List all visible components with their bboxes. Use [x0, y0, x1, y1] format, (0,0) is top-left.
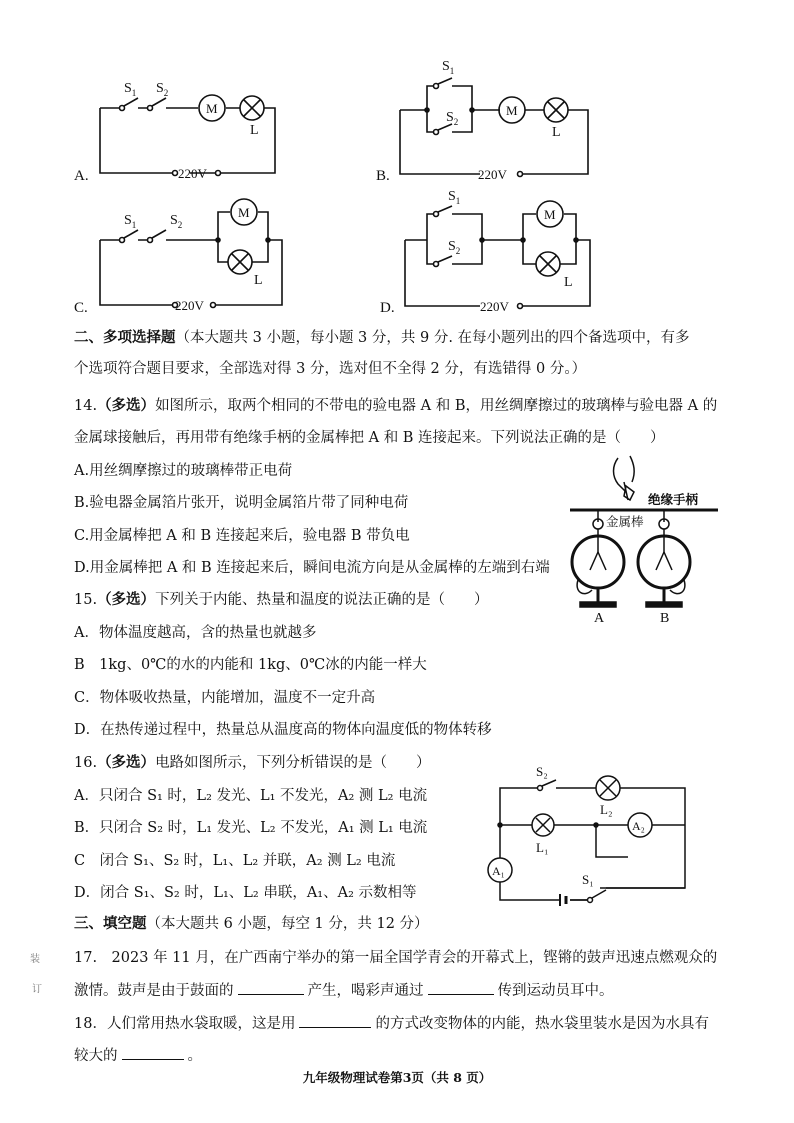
circuit-diagrams-q13: [0, 0, 794, 330]
svg-text:L: L: [254, 273, 263, 288]
svg-text:S2: $S_2$: [446, 110, 459, 127]
electroscope-figure: [568, 452, 728, 630]
svg-text:S2: $S_2$: [156, 81, 169, 98]
q14-stem-line1: 14.（多选）如图所示，取两个相同的不带电的验电器 A 和 B，用丝绸摩擦过的玻璃棒与验电器 A 的: [74, 397, 718, 414]
q14-option-c: C.用金属棒把 A 和 B 连接起来后，验电器 B 带负电: [74, 528, 410, 544]
section2-desc2: 个选项符合题目要求，全部选对得 3 分，选对但不全得 2 分，有选错得 0 分。）: [74, 361, 587, 377]
q14-stem-line2: 金属球接触后，再用带有绝缘手柄的金属棒把 A 和 B 连接起来。下列说法正确的是（ ）: [74, 430, 665, 446]
motor-label: M: [206, 101, 218, 116]
q14-option-a: A.用丝绸摩擦过的玻璃棒带正电荷: [74, 463, 293, 479]
q17-blank-2[interactable]: [428, 980, 494, 995]
q15-option-a: A．物体温度越高，含的热量也就越多: [74, 625, 317, 641]
circuit-a-s1: S: [124, 81, 132, 96]
section2-heading: 二、多项选择题: [74, 329, 176, 346]
electroscope-a-label: A: [594, 611, 605, 626]
voltage-label: 220V: [178, 166, 207, 181]
circuit-d: [405, 201, 590, 309]
svg-text:S1: $S_1$: [124, 213, 137, 230]
svg-text:L: L: [552, 125, 561, 140]
q14-option-b: B.验电器金属箔片张开，说明金属箔片带了同种电荷: [74, 495, 409, 511]
q18-blank-1[interactable]: [299, 1013, 371, 1028]
q17-line1: 17. 2023 年 11 月，在广西南宁举办的第一届全国学青会的开幕式上，铿锵的鼓声迅速点燃观众的: [74, 950, 718, 966]
q16-option-b: B．只闭合 S₂ 时，L₁ 发光、L₂ 不发光，A₁ 测 L₁ 电流: [74, 820, 428, 836]
circuit-b-letter: B.: [376, 168, 390, 184]
q17-blank-1[interactable]: [238, 980, 304, 995]
svg-text:L: L: [564, 275, 573, 290]
section3-line: 三、填空题（本大题共 6 小题，每空 1 分，共 12 分）: [74, 915, 429, 932]
q16-stem: 16.（多选）电路如图所示，下列分析错误的是（ ）: [74, 754, 431, 771]
svg-text:M: M: [506, 103, 518, 118]
margin-mark-2: 订: [32, 984, 42, 995]
q18-line2: 较大的 。: [74, 1045, 202, 1066]
section3-heading: 三、填空题: [74, 915, 147, 932]
electroscope-b-label: B: [660, 611, 670, 626]
section2-line1: 二、多项选择题（本大题共 3 小题，每小题 3 分，共 9 分. 在每小题列出的四个备选项中，有多: [74, 329, 690, 346]
svg-text:220V: 220V: [175, 298, 204, 313]
q16-l2-label: L₂: [600, 802, 613, 817]
q15-stem: 15.（多选）下列关于内能、热量和温度的说法正确的是（ ）: [74, 591, 489, 608]
svg-text:S1: $S_1$: [124, 81, 137, 98]
svg-text:S1: $S_1$: [442, 59, 455, 76]
circuit-c-letter: C.: [74, 300, 88, 316]
svg-text:220V: 220V: [478, 167, 507, 182]
insulated-handle-label: 绝缘手柄: [648, 493, 699, 507]
q16-l1-label: L₁: [536, 840, 549, 855]
circuit-a-letter: A.: [74, 168, 89, 184]
metal-rod-label: 金属棒: [606, 515, 644, 529]
q16-option-d: D．闭合 S₁、S₂ 时，L₁、L₂ 串联，A₁、A₂ 示数相等: [74, 885, 417, 901]
q18-blank-2[interactable]: [122, 1045, 184, 1060]
lamp-label: L: [250, 123, 259, 138]
circuit-a: [100, 95, 275, 176]
q18-line1: 18．人们常用热水袋取暖，这是用 的方式改变物体的内能，热水袋里装水是因为水具有: [74, 1013, 709, 1034]
q15-option-c: C．物体吸收热量，内能增加，温度不一定升高: [74, 690, 376, 706]
q15-option-d: D．在热传递过程中，热量总从温度高的物体向温度低的物体转移: [74, 722, 492, 738]
page-footer: 九年级物理试卷第3页（共 8 页）: [302, 1070, 492, 1085]
svg-text:S2: $S_2$: [448, 239, 461, 256]
circuit-d-letter: D.: [380, 300, 395, 316]
circuit-a-s2: S: [156, 81, 164, 96]
q16-a2-label: A₂: [632, 819, 645, 833]
svg-text:S1: $S_1$: [448, 189, 461, 206]
q16-s1-label: S₁: [582, 872, 594, 887]
q17-line2: 激情。鼓声是由于鼓面的 产生，喝彩声通过 传到运动员耳中。: [74, 980, 614, 1001]
q14-option-d: D.用金属棒把 A 和 B 连接起来后，瞬间电流方向是从金属棒的左端到右端: [74, 560, 550, 576]
q15-option-b: B 1kg、0℃的水的内能和 1kg、0℃冰的内能一样大: [74, 657, 427, 673]
svg-text:220V: 220V: [480, 299, 509, 314]
margin-mark-1: 装: [30, 954, 40, 965]
svg-text:M: M: [238, 205, 250, 220]
q16-option-a: A．只闭合 S₁ 时，L₂ 发光、L₁ 不发光，A₂ 测 L₂ 电流: [74, 788, 428, 804]
q16-option-c: C 闭合 S₁、S₂ 时，L₁、L₂ 并联，A₂ 测 L₂ 电流: [74, 853, 396, 869]
svg-text:M: M: [544, 207, 556, 222]
q16-circuit-figure: [480, 760, 700, 910]
q16-s2-label: S₂: [536, 764, 548, 779]
svg-text:S2: $S_2$: [170, 213, 183, 230]
q16-a1-label: A₁: [492, 864, 505, 878]
